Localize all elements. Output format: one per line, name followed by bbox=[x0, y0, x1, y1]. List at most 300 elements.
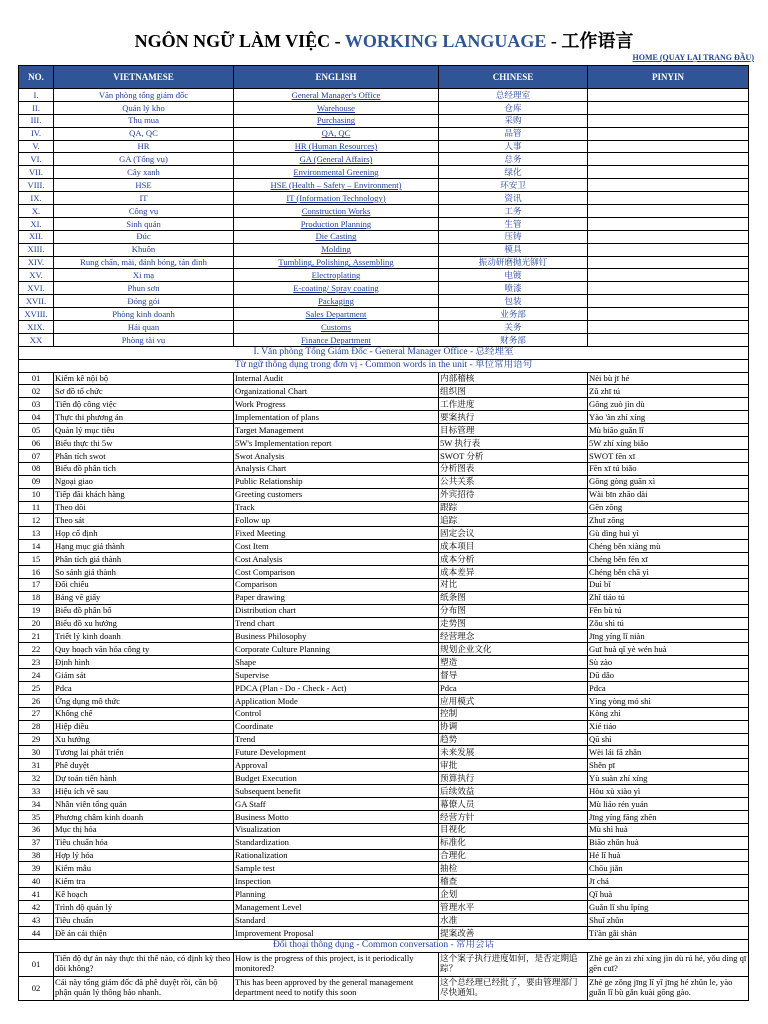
department-link-text[interactable]: HSE (Health – Safety – Environment) bbox=[270, 179, 402, 190]
word-english: Implementation of plans bbox=[234, 411, 439, 424]
table-row bbox=[19, 810, 749, 823]
department-link[interactable] bbox=[234, 101, 439, 114]
department-number: XI. bbox=[19, 217, 54, 230]
word-pinyin: Jī chá bbox=[588, 875, 749, 888]
department-chinese: 品管 bbox=[439, 127, 588, 140]
word-vietnamese: Biểu thực thi 5w bbox=[54, 437, 234, 450]
word-number: 44 bbox=[19, 926, 54, 939]
department-chinese: 仓库 bbox=[439, 101, 588, 114]
department-vietnamese: Hải quan bbox=[54, 321, 234, 334]
department-link[interactable] bbox=[234, 153, 439, 166]
word-pinyin: Dū dǎo bbox=[588, 669, 749, 682]
department-link-text[interactable]: HR (Human Resources) bbox=[294, 141, 378, 152]
conversation-english: This has been approved by the general management department need to notify this soon bbox=[234, 976, 439, 1000]
word-number: 04 bbox=[19, 411, 54, 424]
word-number: 35 bbox=[19, 810, 54, 823]
word-english: Paper drawing bbox=[234, 591, 439, 604]
department-link-text[interactable]: General Manager's Office bbox=[291, 89, 381, 100]
department-pinyin bbox=[588, 205, 749, 218]
word-english: Application Mode bbox=[234, 694, 439, 707]
department-pinyin bbox=[588, 308, 749, 321]
word-pinyin: Chéng běn xiàng mù bbox=[588, 540, 749, 553]
department-link[interactable] bbox=[234, 192, 439, 205]
word-pinyin: Guǎn lǐ shu ǐpíng bbox=[588, 901, 749, 914]
word-number: 25 bbox=[19, 681, 54, 694]
word-vietnamese: Theo sát bbox=[54, 514, 234, 527]
department-pinyin bbox=[588, 192, 749, 205]
word-english: Management Level bbox=[234, 901, 439, 914]
word-pinyin: Fēn xī tú biǎo bbox=[588, 462, 749, 475]
word-vietnamese: Giám sát bbox=[54, 669, 234, 682]
word-chinese: 管理水平 bbox=[439, 901, 588, 914]
department-row bbox=[19, 269, 749, 282]
word-english: Control bbox=[234, 707, 439, 720]
word-number: 11 bbox=[19, 501, 54, 514]
conversation-heading: Đối thoại thông dụng - Common conversation - 常用会话 bbox=[19, 939, 749, 952]
table-row bbox=[19, 759, 749, 772]
home-link[interactable]: HOME (QUAY LẠI TRANG ĐẦU) bbox=[632, 53, 754, 62]
word-number: 23 bbox=[19, 656, 54, 669]
word-english: Visualization bbox=[234, 823, 439, 836]
department-pinyin bbox=[588, 89, 749, 102]
word-number: 40 bbox=[19, 875, 54, 888]
word-number: 14 bbox=[19, 540, 54, 553]
department-chinese: 资讯 bbox=[439, 192, 588, 205]
word-chinese: 督导 bbox=[439, 669, 588, 682]
word-pinyin: Jīng yíng fāng zhēn bbox=[588, 810, 749, 823]
department-link[interactable] bbox=[234, 269, 439, 282]
department-chinese: 业务部 bbox=[439, 308, 588, 321]
table-row bbox=[19, 553, 749, 566]
department-chinese: 生管 bbox=[439, 217, 588, 230]
word-english: Supervise bbox=[234, 669, 439, 682]
word-english: GA Staff bbox=[234, 797, 439, 810]
word-vietnamese: Theo dõi bbox=[54, 501, 234, 514]
word-vietnamese: So sánh giá thành bbox=[54, 565, 234, 578]
word-chinese: 水准 bbox=[439, 914, 588, 927]
table-row bbox=[19, 643, 749, 656]
department-link[interactable] bbox=[234, 114, 439, 127]
word-number: 33 bbox=[19, 785, 54, 798]
department-link-text[interactable]: Die Casting bbox=[315, 231, 357, 242]
conversation-vietnamese: Cái này tổng giám đốc đã phê duyệt rồi, cần bộ phận quản lý thông báo nhanh. bbox=[54, 976, 234, 1000]
department-number: XIV. bbox=[19, 256, 54, 269]
table-row bbox=[19, 527, 749, 540]
department-link[interactable] bbox=[234, 179, 439, 192]
word-vietnamese: Kiểm kê nội bộ bbox=[54, 372, 234, 385]
department-link[interactable] bbox=[234, 205, 439, 218]
department-link-text[interactable]: IT (Information Technology) bbox=[286, 192, 386, 203]
department-row bbox=[19, 153, 749, 166]
word-number: 16 bbox=[19, 565, 54, 578]
word-vietnamese: Phương châm kinh doanh bbox=[54, 810, 234, 823]
word-vietnamese: Hợp lý hóa bbox=[54, 849, 234, 862]
word-number: 05 bbox=[19, 424, 54, 437]
word-chinese: 协调 bbox=[439, 720, 588, 733]
word-chinese: 工作进度 bbox=[439, 398, 588, 411]
word-english: Cost Analysis bbox=[234, 553, 439, 566]
department-row bbox=[19, 166, 749, 179]
word-english: PDCA (Plan - Do - Check - Act) bbox=[234, 681, 439, 694]
word-number: 24 bbox=[19, 669, 54, 682]
table-row bbox=[19, 914, 749, 927]
subsection-heading: Từ ngữ thông dụng trong đơn vị - Common words in the unit - 单位常用语句 bbox=[19, 359, 749, 372]
table-row bbox=[19, 449, 749, 462]
department-number: XII. bbox=[19, 230, 54, 243]
word-number: 15 bbox=[19, 553, 54, 566]
department-vietnamese: Phòng kinh doanh bbox=[54, 308, 234, 321]
department-link[interactable] bbox=[234, 127, 439, 140]
department-chinese: 总经理室 bbox=[439, 89, 588, 102]
word-pinyin: Shěn pī bbox=[588, 759, 749, 772]
department-vietnamese: QA, QC bbox=[54, 127, 234, 140]
table-row bbox=[19, 823, 749, 836]
department-link[interactable] bbox=[234, 282, 439, 295]
department-vietnamese: Thu mua bbox=[54, 114, 234, 127]
word-pinyin: Mù liáo rén yuán bbox=[588, 797, 749, 810]
conversation-pinyin: Zhè ge zǒng jīng lǐ yǐ jīng hé zhǔn le, yào guǎn lǐ bù gǎn kuài gōng gào. bbox=[588, 976, 749, 1000]
conversation-english: How is the progress of this project, is it periodically monitored? bbox=[234, 952, 439, 976]
department-vietnamese: Cây xanh bbox=[54, 166, 234, 179]
department-number: IV. bbox=[19, 127, 54, 140]
department-link[interactable] bbox=[234, 140, 439, 153]
word-chinese: 后续效益 bbox=[439, 785, 588, 798]
word-english: Coordinate bbox=[234, 720, 439, 733]
department-link-text[interactable]: Customs bbox=[320, 321, 352, 332]
word-english: Future Development bbox=[234, 746, 439, 759]
word-number: 26 bbox=[19, 694, 54, 707]
department-vietnamese: IT bbox=[54, 192, 234, 205]
word-pinyin: Guī huà qǐ yè wén huà bbox=[588, 643, 749, 656]
word-chinese: 标准化 bbox=[439, 836, 588, 849]
department-vietnamese: Phòng tài vụ bbox=[54, 333, 234, 346]
department-link[interactable] bbox=[234, 217, 439, 230]
department-row bbox=[19, 114, 749, 127]
word-pinyin: Tí'àn gǎi shàn bbox=[588, 926, 749, 939]
department-link-text[interactable]: Electroplating bbox=[311, 270, 361, 281]
department-link-text[interactable]: Molding bbox=[321, 244, 351, 255]
word-vietnamese: Quản lý mục tiêu bbox=[54, 424, 234, 437]
word-vietnamese: Ứng dụng mô thức bbox=[54, 694, 234, 707]
word-english: Inspection bbox=[234, 875, 439, 888]
word-chinese: 提案改善 bbox=[439, 926, 588, 939]
department-link[interactable] bbox=[234, 308, 439, 321]
table-row bbox=[19, 888, 749, 901]
word-number: 10 bbox=[19, 488, 54, 501]
word-vietnamese: Đối chiếu bbox=[54, 578, 234, 591]
word-chinese: 稽查 bbox=[439, 875, 588, 888]
word-english: Analysis Chart bbox=[234, 462, 439, 475]
word-vietnamese: Sơ đồ tổ chức bbox=[54, 385, 234, 398]
department-chinese: 振动研磨抛光铆钉 bbox=[439, 256, 588, 269]
header-row bbox=[19, 66, 749, 89]
word-number: 09 bbox=[19, 475, 54, 488]
word-pinyin: Qǐ huà bbox=[588, 888, 749, 901]
word-number: 08 bbox=[19, 462, 54, 475]
word-chinese: 抽检 bbox=[439, 862, 588, 875]
word-pinyin: Gù dìng huì yì bbox=[588, 527, 749, 540]
word-english: Business Philosophy bbox=[234, 630, 439, 643]
conversation-number: 01 bbox=[19, 952, 54, 976]
word-pinyin: Qū shì bbox=[588, 733, 749, 746]
department-pinyin bbox=[588, 243, 749, 256]
department-row bbox=[19, 243, 749, 256]
word-chinese: 分布图 bbox=[439, 604, 588, 617]
table-row bbox=[19, 656, 749, 669]
header-chinese: CHINESE bbox=[439, 66, 588, 89]
word-pinyin: Gēn zōng bbox=[588, 501, 749, 514]
word-vietnamese: Nhân viên tổng quản bbox=[54, 797, 234, 810]
word-pinyin: Shuǐ zhǔn bbox=[588, 914, 749, 927]
conversation-chinese: 这个案子执行进度如何，是否定期追踪？ bbox=[439, 952, 588, 976]
word-vietnamese: Triết lý kinh doanh bbox=[54, 630, 234, 643]
word-number: 31 bbox=[19, 759, 54, 772]
word-vietnamese: Quy hoạch văn hóa công ty bbox=[54, 643, 234, 656]
department-number: XVII. bbox=[19, 295, 54, 308]
department-link[interactable] bbox=[234, 230, 439, 243]
word-chinese: SWOT 分析 bbox=[439, 449, 588, 462]
word-vietnamese: Phân tích swot bbox=[54, 449, 234, 462]
department-link-text[interactable]: Tumbling, Polishing, Assembling bbox=[278, 257, 394, 268]
department-number: X. bbox=[19, 205, 54, 218]
table-row bbox=[19, 681, 749, 694]
department-chinese: 模具 bbox=[439, 243, 588, 256]
department-row bbox=[19, 230, 749, 243]
table-row bbox=[19, 514, 749, 527]
table-row bbox=[19, 772, 749, 785]
section-heading: I. Văn phòng Tổng Giám Đốc - General Manager Office - 总经理室 bbox=[19, 346, 749, 359]
table-row bbox=[19, 630, 749, 643]
word-pinyin: Duì bǐ bbox=[588, 578, 749, 591]
department-chinese: 喷漆 bbox=[439, 282, 588, 295]
department-chinese: 压铸 bbox=[439, 230, 588, 243]
department-number: VI. bbox=[19, 153, 54, 166]
word-chinese: 趋势 bbox=[439, 733, 588, 746]
table-row bbox=[19, 926, 749, 939]
department-chinese: 环安卫 bbox=[439, 179, 588, 192]
word-vietnamese: Phân tích giá thành bbox=[54, 553, 234, 566]
word-chinese: 成本分析 bbox=[439, 553, 588, 566]
word-pinyin: Kòng zhì bbox=[588, 707, 749, 720]
word-number: 41 bbox=[19, 888, 54, 901]
word-chinese: 审批 bbox=[439, 759, 588, 772]
word-number: 02 bbox=[19, 385, 54, 398]
department-link-text[interactable]: Packaging bbox=[318, 295, 354, 306]
department-vietnamese: Rung chấn, mài, đánh bóng, tán đinh bbox=[54, 256, 234, 269]
word-chinese: 固定会议 bbox=[439, 527, 588, 540]
department-pinyin bbox=[588, 217, 749, 230]
department-pinyin bbox=[588, 101, 749, 114]
vocabulary-table bbox=[18, 65, 749, 1001]
word-pinyin: Mù biāo guǎn lǐ bbox=[588, 424, 749, 437]
department-pinyin bbox=[588, 295, 749, 308]
word-english: Shape bbox=[234, 656, 439, 669]
department-row bbox=[19, 192, 749, 205]
word-english: Target Management bbox=[234, 424, 439, 437]
word-chinese: 经营方针 bbox=[439, 810, 588, 823]
department-pinyin bbox=[588, 282, 749, 295]
word-vietnamese: Tiến độ công việc bbox=[54, 398, 234, 411]
word-english: Trend bbox=[234, 733, 439, 746]
department-link[interactable] bbox=[234, 333, 439, 346]
word-english: Cost Comparison bbox=[234, 565, 439, 578]
header-english: ENGLISH bbox=[234, 66, 439, 89]
word-chinese: 内部稽核 bbox=[439, 372, 588, 385]
department-link-text[interactable]: Environmental Greening bbox=[293, 166, 379, 177]
word-vietnamese: Bảng vẽ giấy bbox=[54, 591, 234, 604]
word-number: 19 bbox=[19, 604, 54, 617]
word-number: 28 bbox=[19, 720, 54, 733]
word-vietnamese: Hạng mục giá thành bbox=[54, 540, 234, 553]
word-pinyin: Hòu xù xiào yì bbox=[588, 785, 749, 798]
department-link-text[interactable]: Warehouse bbox=[317, 102, 355, 113]
word-pinyin: Pdca bbox=[588, 681, 749, 694]
table-row bbox=[19, 540, 749, 553]
department-link[interactable] bbox=[234, 89, 439, 102]
word-english: Organizational Chart bbox=[234, 385, 439, 398]
table-row bbox=[19, 578, 749, 591]
department-vietnamese: GA (Tổng vụ) bbox=[54, 153, 234, 166]
conversation-row bbox=[19, 976, 749, 1000]
department-row bbox=[19, 282, 749, 295]
department-row bbox=[19, 127, 749, 140]
word-english: Trend chart bbox=[234, 617, 439, 630]
word-vietnamese: Hiệp điều bbox=[54, 720, 234, 733]
department-link-text[interactable]: Production Planning bbox=[300, 218, 372, 229]
department-link-text[interactable]: Sales Department bbox=[305, 308, 367, 319]
word-english: Planning bbox=[234, 888, 439, 901]
word-english: Work Progress bbox=[234, 398, 439, 411]
word-chinese: 经营理念 bbox=[439, 630, 588, 643]
word-pinyin: Chōu jiǎn bbox=[588, 862, 749, 875]
department-link[interactable] bbox=[234, 166, 439, 179]
conversation-vietnamese: Tiến độ dự án này thực thi thế nào, có định kỳ theo dõi không? bbox=[54, 952, 234, 976]
word-english: Standardization bbox=[234, 836, 439, 849]
word-pinyin: Yù suàn zhí xíng bbox=[588, 772, 749, 785]
department-link-text[interactable]: E-coating/ Spray coating bbox=[293, 283, 379, 293]
subsection-heading-row bbox=[19, 359, 749, 372]
word-number: 03 bbox=[19, 398, 54, 411]
table-row bbox=[19, 720, 749, 733]
word-pinyin: Zhuī zōng bbox=[588, 514, 749, 527]
word-chinese: 跟踪 bbox=[439, 501, 588, 514]
section-heading-row bbox=[19, 346, 749, 359]
word-chinese: 走势图 bbox=[439, 617, 588, 630]
word-number: 21 bbox=[19, 630, 54, 643]
word-english: Track bbox=[234, 501, 439, 514]
department-link-text[interactable]: Construction Works bbox=[301, 205, 371, 216]
word-number: 22 bbox=[19, 643, 54, 656]
department-row bbox=[19, 205, 749, 218]
department-vietnamese: HR bbox=[54, 140, 234, 153]
department-link-text[interactable]: GA (General Affairs) bbox=[299, 154, 373, 165]
word-english: Swot Analysis bbox=[234, 449, 439, 462]
word-vietnamese: Trình độ quản lý bbox=[54, 901, 234, 914]
word-english: Public Relationship bbox=[234, 475, 439, 488]
word-vietnamese: Tiêu chuẩn bbox=[54, 914, 234, 927]
word-number: 13 bbox=[19, 527, 54, 540]
table-row bbox=[19, 733, 749, 746]
word-chinese: 企划 bbox=[439, 888, 588, 901]
department-vietnamese: Sinh quản bbox=[54, 217, 234, 230]
word-pinyin: Fēn bù tú bbox=[588, 604, 749, 617]
department-row bbox=[19, 321, 749, 334]
word-vietnamese: Kế hoạch bbox=[54, 888, 234, 901]
word-chinese: 规划企业文化 bbox=[439, 643, 588, 656]
department-link[interactable] bbox=[234, 243, 439, 256]
word-chinese: 未来发展 bbox=[439, 746, 588, 759]
department-link-text[interactable]: QA, QC bbox=[321, 128, 351, 139]
department-row bbox=[19, 217, 749, 230]
header-no: NO. bbox=[19, 66, 54, 89]
word-number: 32 bbox=[19, 772, 54, 785]
word-number: 12 bbox=[19, 514, 54, 527]
department-pinyin bbox=[588, 166, 749, 179]
word-chinese: 分析图表 bbox=[439, 462, 588, 475]
department-pinyin bbox=[588, 179, 749, 192]
department-number: XVIII. bbox=[19, 308, 54, 321]
word-number: 39 bbox=[19, 862, 54, 875]
table-row bbox=[19, 849, 749, 862]
department-vietnamese: Văn phòng tổng giám đốc bbox=[54, 89, 234, 102]
word-vietnamese: Biểu đồ phân tích bbox=[54, 462, 234, 475]
table-row bbox=[19, 385, 749, 398]
department-link[interactable] bbox=[234, 295, 439, 308]
title-vietnamese: NGÔN NGỮ LÀM VIỆC - bbox=[134, 31, 345, 51]
word-vietnamese: Pdca bbox=[54, 681, 234, 694]
table-row bbox=[19, 862, 749, 875]
department-row bbox=[19, 333, 749, 346]
department-chinese: 财务部 bbox=[439, 333, 588, 346]
department-link-text[interactable]: Purchasing bbox=[316, 115, 356, 126]
word-vietnamese: Đề án cải thiện bbox=[54, 926, 234, 939]
department-chinese: 总务 bbox=[439, 153, 588, 166]
table-row bbox=[19, 746, 749, 759]
word-chinese: 外宾招待 bbox=[439, 488, 588, 501]
word-chinese: 对比 bbox=[439, 578, 588, 591]
department-chinese: 关务 bbox=[439, 321, 588, 334]
table-row bbox=[19, 797, 749, 810]
word-chinese: 目视化 bbox=[439, 823, 588, 836]
word-chinese: 幕僚人员 bbox=[439, 797, 588, 810]
table-body bbox=[19, 89, 749, 1001]
word-number: 34 bbox=[19, 797, 54, 810]
word-english: Internal Audit bbox=[234, 372, 439, 385]
department-link[interactable] bbox=[234, 256, 439, 269]
table-row bbox=[19, 488, 749, 501]
header-pinyin: PINYIN bbox=[588, 66, 749, 89]
department-vietnamese: Công vụ bbox=[54, 205, 234, 218]
word-pinyin: SWOT fēn xī bbox=[588, 449, 749, 462]
department-row bbox=[19, 101, 749, 114]
word-pinyin: Zǒu shì tú bbox=[588, 617, 749, 630]
word-number: 27 bbox=[19, 707, 54, 720]
page-title bbox=[0, 30, 768, 52]
department-number: IX. bbox=[19, 192, 54, 205]
title-english: WORKING LANGUAGE bbox=[344, 31, 547, 51]
department-link[interactable] bbox=[234, 321, 439, 334]
word-chinese: 目标管理 bbox=[439, 424, 588, 437]
department-number: XIII. bbox=[19, 243, 54, 256]
word-chinese: Pdca bbox=[439, 681, 588, 694]
department-link-text[interactable]: Finance Department bbox=[301, 334, 371, 345]
table-row bbox=[19, 424, 749, 437]
title-separator: - bbox=[546, 31, 562, 51]
department-number: XX bbox=[19, 333, 54, 346]
conversation-heading-row bbox=[19, 939, 749, 952]
word-number: 18 bbox=[19, 591, 54, 604]
word-english: Standard bbox=[234, 914, 439, 927]
